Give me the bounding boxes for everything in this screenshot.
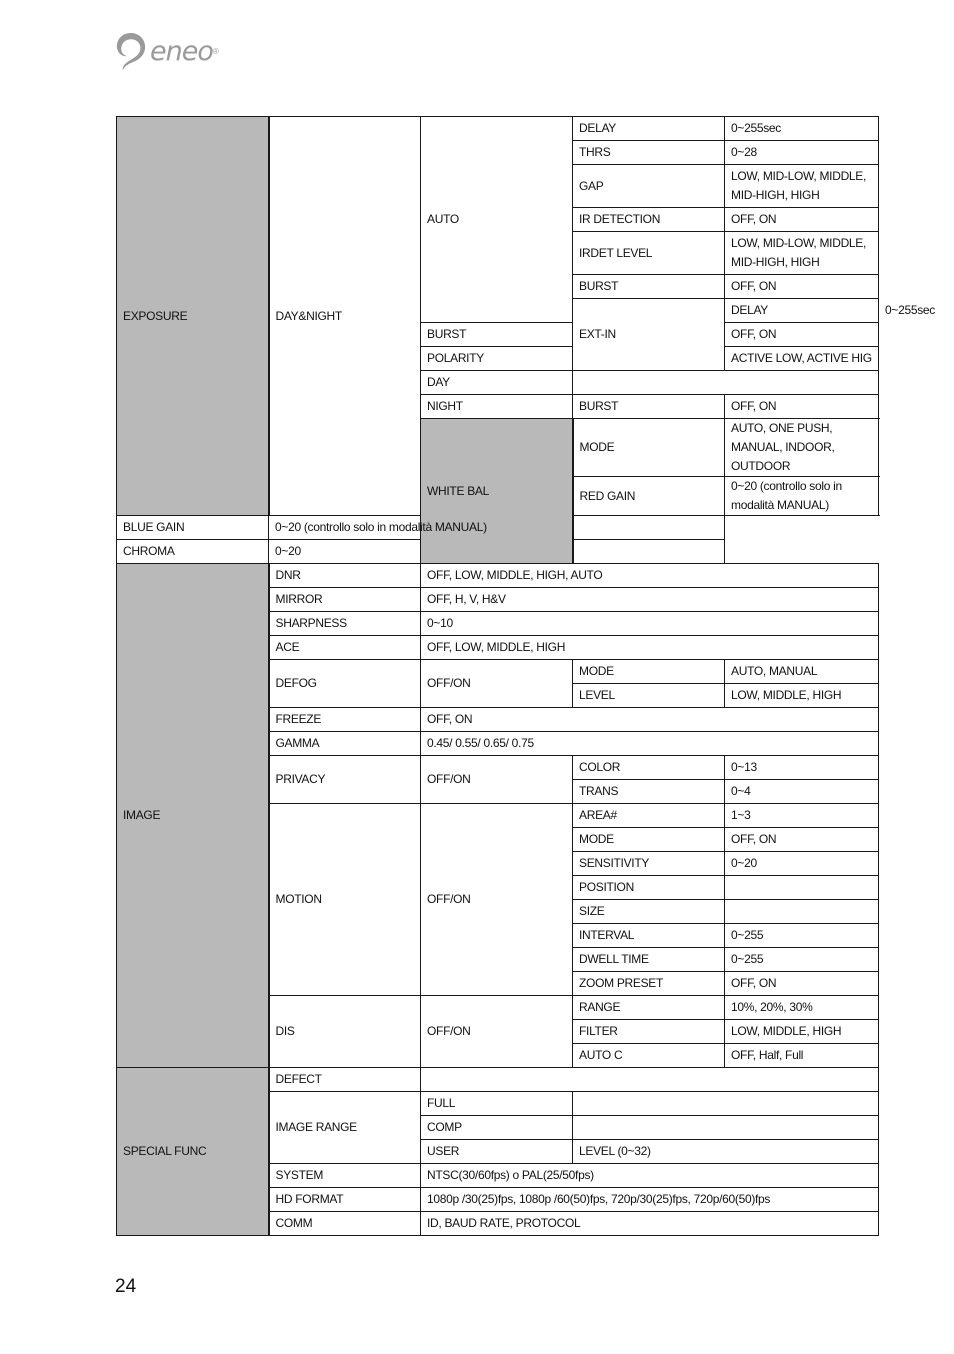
cell-extin: EXT-IN <box>573 299 725 371</box>
cell-value: NTSC(30/60fps) o PAL(25/50fps) <box>421 1164 879 1188</box>
cell-label: DEFECT <box>269 1068 421 1092</box>
cell-label: ZOOM PRESET <box>573 972 725 996</box>
section-white-bal: WHITE BAL <box>421 419 573 564</box>
cell-value: 0~20 <box>269 540 725 564</box>
cell-label: ACE <box>269 636 421 660</box>
cell-label: DIS <box>269 996 421 1068</box>
cell-value: AUTO, ONE PUSH, MANUAL, INDOOR, OUTDOOR <box>725 419 879 477</box>
table-row: EXT-IN DELAY 0~255sec <box>117 299 879 323</box>
cell-label: FREEZE <box>269 708 421 732</box>
cell-value: OFF, ON <box>421 708 879 732</box>
section-special-func: SPECIAL FUNC <box>117 1068 269 1236</box>
cell-label: BLUE GAIN <box>117 516 269 540</box>
cell-label: AREA# <box>573 804 725 828</box>
cell-value: LOW, MIDDLE, HIGH <box>725 1020 879 1044</box>
cell-value: 0~13 <box>725 756 879 780</box>
brand-name: eneo <box>150 35 213 67</box>
cell-label: USER <box>421 1140 573 1164</box>
cell-label: SENSITIVITY <box>573 852 725 876</box>
section-exposure: EXPOSURE <box>117 117 269 516</box>
cell-value: LOW, MID-LOW, MIDDLE, MID-HIGH, HIGH <box>725 232 879 275</box>
cell-value: OFF, ON <box>725 323 879 347</box>
cell-label: MODE <box>573 828 725 852</box>
cell-label: GAP <box>573 165 725 208</box>
cell-label: POLARITY <box>421 347 573 371</box>
cell-label: MODE <box>573 419 725 477</box>
cell-label: COMM <box>269 1212 421 1236</box>
cell-label: PRIVACY <box>269 756 421 804</box>
cell-label: CHROMA <box>117 540 269 564</box>
cell-empty <box>573 1092 879 1116</box>
cell-empty <box>573 371 879 395</box>
eneo-swirl-icon <box>114 31 148 71</box>
table-row <box>117 1068 879 1092</box>
cell-label: INTERVAL <box>573 924 725 948</box>
cell-daynight: DAY&NIGHT <box>269 117 421 516</box>
cell-label: COLOR <box>573 756 725 780</box>
table-row <box>117 117 879 141</box>
cell-empty <box>725 900 879 924</box>
cell-label: MOTION <box>269 804 421 996</box>
cell-value: 1~3 <box>725 804 879 828</box>
cell-value: OFF, ON <box>725 972 879 996</box>
cell-label: SYSTEM <box>269 1164 421 1188</box>
registered-mark: ® <box>212 46 219 56</box>
cell-value: 1080p /30(25)fps, 1080p /60(50)fps, 720p/30(25)fps, 720p/60(50)fps <box>421 1188 879 1212</box>
cell-label: COMP <box>421 1116 573 1140</box>
cell-label: DNR <box>269 564 421 588</box>
cell-value: OFF/ON <box>421 660 573 708</box>
cell-value: 0~20 (controllo solo in modalità MANUAL) <box>269 516 725 540</box>
cell-label: HD FORMAT <box>269 1188 421 1212</box>
cell-value: 0~28 <box>725 141 879 165</box>
cell-label: IR DETECTION <box>573 208 725 232</box>
cell-label: IRDET LEVEL <box>573 232 725 275</box>
cell-value: OFF/ON <box>421 804 573 996</box>
cell-label: IMAGE RANGE <box>269 1092 421 1164</box>
cell-value: OFF, ON <box>725 828 879 852</box>
cell-label: RED GAIN <box>573 477 725 516</box>
cell-value: 0~20 <box>725 852 879 876</box>
cell-label: TRANS <box>573 780 725 804</box>
cell-value: OFF, LOW, MIDDLE, HIGH <box>421 636 879 660</box>
cell-label: BURST <box>573 395 725 419</box>
cell-value: 0~255sec <box>725 117 879 141</box>
cell-label: FULL <box>421 1092 573 1116</box>
cell-value: OFF/ON <box>421 756 573 804</box>
cell-auto: AUTO <box>421 117 573 323</box>
cell-value: OFF, ON <box>725 275 879 299</box>
cell-label: DELAY <box>573 117 725 141</box>
cell-label: GAMMA <box>269 732 421 756</box>
cell-label: DWELL TIME <box>573 948 725 972</box>
cell-empty <box>573 1116 879 1140</box>
cell-label: AUTO C <box>573 1044 725 1068</box>
cell-value: LOW, MIDDLE, HIGH <box>725 684 879 708</box>
cell-label: SIZE <box>573 900 725 924</box>
cell-label: MIRROR <box>269 588 421 612</box>
cell-value: LEVEL (0~32) <box>573 1140 879 1164</box>
table-row <box>117 516 879 540</box>
cell-day: DAY <box>421 371 573 395</box>
cell-label: POSITION <box>573 876 725 900</box>
cell-value: OFF, H, V, H&V <box>421 588 879 612</box>
cell-label: DEFOG <box>269 660 421 708</box>
cell-value: OFF, ON <box>725 395 879 419</box>
cell-value: ACTIVE LOW, ACTIVE HIG <box>725 347 879 371</box>
cell-night: NIGHT <box>421 395 573 419</box>
cell-value: ID, BAUD RATE, PROTOCOL <box>421 1212 879 1236</box>
page-number: 24 <box>115 1276 137 1297</box>
section-image: IMAGE <box>117 564 269 1068</box>
cell-label: BURST <box>421 323 573 347</box>
menu-structure-table <box>116 116 935 1236</box>
cell-value: 0~4 <box>725 780 879 804</box>
cell-label: LEVEL <box>573 684 725 708</box>
cell-label: RANGE <box>573 996 725 1020</box>
cell-empty <box>725 876 879 900</box>
cell-value: OFF, Half, Full <box>725 1044 879 1068</box>
cell-value: OFF, ON <box>725 208 879 232</box>
brand-logo <box>114 30 219 72</box>
cell-label: DELAY <box>725 299 879 323</box>
cell-value: 0~10 <box>421 612 879 636</box>
cell-value: 0~20 (controllo solo in modalità MANUAL) <box>725 477 879 516</box>
table-row <box>117 540 879 564</box>
cell-value: 10%, 20%, 30% <box>725 996 879 1020</box>
cell-value: OFF/ON <box>421 996 573 1068</box>
table-row <box>117 564 879 588</box>
cell-value: AUTO, MANUAL <box>725 660 879 684</box>
cell-value: LOW, MID-LOW, MIDDLE, MID-HIGH, HIGH <box>725 165 879 208</box>
cell-label: FILTER <box>573 1020 725 1044</box>
cell-value: OFF, LOW, MIDDLE, HIGH, AUTO <box>421 564 879 588</box>
cell-label: MODE <box>573 660 725 684</box>
cell-empty <box>421 1068 879 1092</box>
cell-label: THRS <box>573 141 725 165</box>
cell-value: 0~255 <box>725 924 879 948</box>
cell-value: 0.45/ 0.55/ 0.65/ 0.75 <box>421 732 879 756</box>
cell-value: 0~255 <box>725 948 879 972</box>
cell-label: BURST <box>573 275 725 299</box>
cell-label: SHARPNESS <box>269 612 421 636</box>
